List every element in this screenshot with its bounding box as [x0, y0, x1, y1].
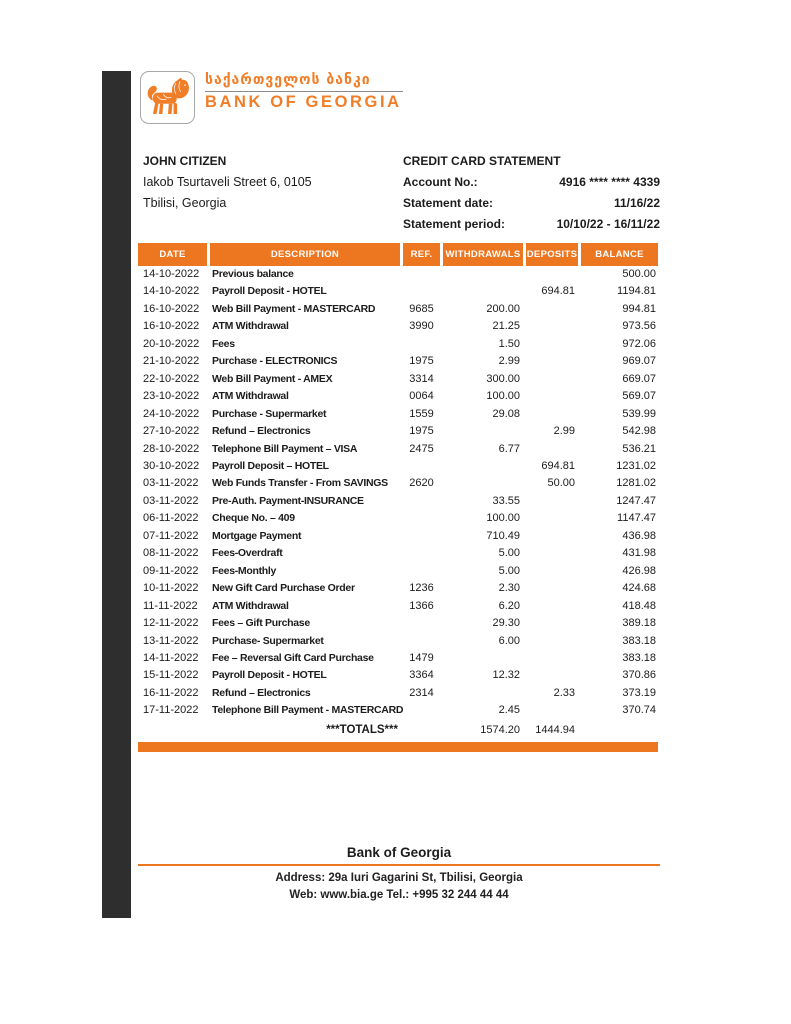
bank-logo: [140, 71, 195, 124]
cell-balance: 994.81: [622, 302, 656, 315]
transaction-row: [138, 475, 658, 492]
cell-date: 17-11-2022: [143, 704, 199, 717]
cell-description: Fees-Overdraft: [212, 547, 283, 560]
cell-description: Cheque No. – 409: [212, 512, 295, 525]
cell-ref: [403, 336, 440, 353]
transaction-row: [138, 493, 658, 510]
cell-date: 12-11-2022: [143, 617, 199, 630]
cell-date: 03-11-2022: [143, 494, 199, 507]
bank-name-georgian: საქართველოს ბანკი: [205, 72, 371, 88]
customer-info: [143, 151, 312, 214]
cell-ref: 1236: [409, 582, 434, 595]
cell-deposits: [526, 353, 578, 370]
cell-withdrawals: 29.08: [492, 407, 520, 420]
cell-balance: 972.06: [622, 337, 656, 350]
cell-withdrawals: [443, 266, 523, 283]
cell-date: 13-11-2022: [143, 634, 199, 647]
cell-deposits: [526, 266, 578, 283]
transaction-row: [138, 336, 658, 353]
cell-withdrawals: 2.45: [498, 704, 520, 717]
cell-description: New Gift Card Purchase Order: [212, 582, 355, 595]
transaction-row: [138, 458, 658, 475]
cell-withdrawals: [443, 458, 523, 475]
cell-withdrawals: 6.00: [498, 634, 520, 647]
transaction-row: [138, 283, 658, 300]
cell-ref: 0064: [409, 390, 434, 403]
cell-date: 24-10-2022: [143, 407, 200, 420]
cell-deposits: [526, 545, 578, 562]
brand-divider: [205, 91, 403, 92]
cell-description: Web Funds Transfer - From SAVINGS: [212, 477, 388, 490]
cell-balance: 383.18: [622, 651, 656, 664]
cell-date: 23-10-2022: [143, 390, 200, 403]
cell-deposits: [526, 318, 578, 335]
cell-ref: 1366: [409, 599, 434, 612]
statement-title: CREDIT CARD STATEMENT: [403, 154, 561, 168]
cell-date: 20-10-2022: [143, 337, 200, 350]
cell-balance: 1281.02: [616, 477, 656, 490]
cell-deposits: 694.81: [541, 459, 575, 472]
cell-withdrawals: 710.49: [486, 529, 520, 542]
transaction-row: [138, 667, 658, 684]
cell-deposits: [526, 510, 578, 527]
cell-deposits: 50.00: [547, 477, 575, 490]
cell-deposits: [526, 406, 578, 423]
lion-icon: [144, 72, 192, 123]
cell-ref: [403, 458, 440, 475]
cell-description: Purchase- Supermarket: [212, 634, 324, 647]
cell-ref: [403, 510, 440, 527]
customer-address-line1: Iakob Tsurtaveli Street 6, 0105: [143, 175, 312, 189]
cell-balance: 536.21: [622, 442, 656, 455]
cell-balance: 373.19: [622, 686, 656, 699]
customer-address-line2: Tbilisi, Georgia: [143, 196, 227, 210]
column-header-withdrawals: WITHDRAWALS: [443, 243, 523, 266]
cell-date: 06-11-2022: [143, 512, 199, 525]
cell-ref: [403, 563, 440, 580]
cell-description: Purchase - ELECTRONICS: [212, 355, 338, 368]
cell-balance: 500.00: [622, 268, 656, 280]
cell-description: Web Bill Payment - AMEX: [212, 372, 333, 385]
cell-balance: 370.74: [622, 704, 656, 717]
cell-balance: 389.18: [622, 617, 656, 630]
transaction-row: [138, 301, 658, 318]
transactions-table: [138, 243, 658, 752]
cell-balance: 1147.47: [617, 512, 656, 525]
footer-bank-name: Bank of Georgia: [346, 845, 452, 860]
cell-description: Refund – Electronics: [212, 686, 311, 699]
cell-deposits: [526, 633, 578, 650]
cell-description: Fee – Reversal Gift Card Purchase: [212, 651, 374, 664]
cell-date: 27-10-2022: [143, 425, 200, 438]
transaction-row: [138, 353, 658, 370]
cell-balance: 436.98: [622, 529, 656, 542]
footer-web-tel: Web: www.bia.ge Tel.: +995 32 244 44 44: [289, 889, 509, 901]
cell-balance: 1247.47: [616, 494, 656, 507]
transaction-row: [138, 650, 658, 667]
cell-date: 08-11-2022: [143, 547, 199, 560]
cell-description: Web Bill Payment - MASTERCARD: [212, 302, 376, 315]
statement-date-value: 11/16/22: [613, 196, 660, 210]
cell-ref: [403, 702, 440, 719]
cell-description: Refund – Electronics: [212, 425, 311, 438]
totals-deposits: 1444.94: [535, 723, 575, 736]
cell-description: Payroll Deposit - HOTEL: [212, 285, 327, 298]
footer-address: Address: 29a Iuri Gagarini St, Tbilisi, Georgia: [275, 872, 523, 884]
cell-date: 30-10-2022: [143, 459, 200, 472]
transaction-row: [138, 580, 658, 597]
cell-date: 28-10-2022: [143, 442, 200, 455]
transaction-row: [138, 441, 658, 458]
cell-deposits: 2.33: [553, 686, 575, 699]
cell-withdrawals: 6.20: [498, 599, 520, 612]
cell-withdrawals: [443, 283, 523, 300]
cell-description: Pre-Auth. Payment-INSURANCE: [212, 494, 364, 507]
cell-withdrawals: 6.77: [498, 442, 520, 455]
cell-ref: 2475: [409, 442, 434, 455]
column-header-description: DESCRIPTION: [210, 243, 400, 266]
cell-date: 14-10-2022: [143, 285, 200, 298]
cell-withdrawals: 300.00: [486, 372, 520, 385]
cell-description: ATM Withdrawal: [212, 390, 289, 403]
cell-ref: 1975: [409, 425, 434, 438]
statement-field-date: [403, 193, 660, 214]
totals-label: ***TOTALS***: [326, 723, 398, 736]
cell-balance: 669.07: [622, 372, 656, 385]
transaction-row: [138, 598, 658, 615]
cell-description: Fees – Gift Purchase: [212, 617, 310, 630]
account-number-value: 4916 **** **** 4339: [559, 175, 660, 189]
cell-deposits: [526, 388, 578, 405]
transaction-row: [138, 388, 658, 405]
cell-description: Mortgage Payment: [212, 529, 302, 542]
bank-name-english: BANK OF GEORGIA: [205, 93, 402, 111]
footer-divider: [138, 864, 660, 866]
cell-description: ATM Withdrawal: [212, 320, 289, 333]
transaction-row: [138, 510, 658, 527]
cell-deposits: [526, 702, 578, 719]
cell-ref: 1479: [409, 651, 434, 664]
cell-ref: 2620: [409, 477, 434, 490]
cell-balance: 969.07: [622, 355, 656, 368]
cell-ref: [403, 633, 440, 650]
transaction-row: [138, 702, 658, 719]
cell-description: ATM Withdrawal: [212, 599, 289, 612]
cell-ref: [403, 266, 440, 283]
transaction-row: [138, 563, 658, 580]
customer-name: JOHN CITIZEN: [143, 154, 227, 168]
cell-deposits: [526, 667, 578, 684]
cell-date: 10-11-2022: [143, 582, 199, 595]
cell-balance: 1231.02: [616, 459, 656, 472]
cell-withdrawals: 33.55: [492, 494, 520, 507]
cell-date: 16-10-2022: [143, 320, 200, 333]
cell-balance: 426.98: [622, 564, 656, 577]
cell-date: 14-11-2022: [143, 651, 199, 664]
cell-deposits: [526, 336, 578, 353]
cell-withdrawals: 2.99: [498, 355, 520, 368]
cell-withdrawals: 1.50: [498, 337, 520, 350]
cell-description: Previous balance: [212, 268, 294, 280]
column-header-balance: BALANCE: [581, 243, 658, 266]
brand-text: [205, 72, 403, 112]
cell-date: 16-11-2022: [143, 686, 199, 699]
cell-deposits: [526, 598, 578, 615]
transaction-row: [138, 371, 658, 388]
cell-withdrawals: 2.30: [498, 582, 520, 595]
transaction-row: [138, 685, 658, 702]
statement-date-label: Statement date:: [403, 196, 494, 210]
cell-deposits: [526, 563, 578, 580]
statement-period-value: 10/10/22 - 16/11/22: [556, 217, 660, 231]
cell-withdrawals: 5.00: [498, 564, 520, 577]
cell-ref: [403, 545, 440, 562]
transaction-row: [138, 423, 658, 440]
footer: [138, 845, 660, 901]
cell-date: 11-11-2022: [143, 599, 198, 612]
cell-deposits: 2.99: [553, 425, 575, 438]
cell-withdrawals: 100.00: [486, 390, 520, 403]
column-header-deposits: DEPOSITS: [526, 243, 578, 266]
cell-withdrawals: 5.00: [498, 547, 520, 560]
cell-deposits: [526, 650, 578, 667]
cell-description: Fees-Monthly: [212, 564, 277, 577]
cell-withdrawals: 29.30: [492, 617, 520, 630]
cell-description: Payroll Deposit – HOTEL: [212, 459, 329, 472]
transaction-row: [138, 318, 658, 335]
table-header-row: [138, 243, 658, 266]
cell-balance: 370.86: [622, 669, 656, 682]
cell-ref: 1975: [409, 355, 434, 368]
cell-date: 21-10-2022: [143, 355, 200, 368]
cell-date: 15-11-2022: [143, 669, 199, 682]
cell-deposits: [526, 371, 578, 388]
cell-balance: 424.68: [622, 582, 656, 595]
transaction-row: [138, 615, 658, 632]
cell-balance: 383.18: [622, 634, 656, 647]
statement-info: [403, 151, 660, 235]
cell-ref: 1559: [409, 407, 434, 420]
cell-ref: [403, 615, 440, 632]
cell-ref: 3364: [409, 669, 434, 682]
cell-balance: 973.56: [622, 320, 656, 333]
cell-deposits: [526, 580, 578, 597]
cell-date: 07-11-2022: [143, 529, 199, 542]
totals-row: [138, 722, 658, 739]
cell-deposits: [526, 441, 578, 458]
cell-description: Fees: [212, 337, 235, 350]
cell-balance: 418.48: [622, 599, 656, 612]
cell-ref: 3314: [409, 372, 434, 385]
cell-withdrawals: [443, 650, 523, 667]
cell-date: 09-11-2022: [143, 564, 199, 577]
cell-description: Purchase - Supermarket: [212, 407, 327, 420]
cell-date: 14-10-2022: [143, 268, 200, 280]
cell-date: 03-11-2022: [143, 477, 199, 490]
cell-deposits: [526, 615, 578, 632]
cell-date: 22-10-2022: [143, 372, 200, 385]
column-header-date: DATE: [138, 243, 207, 266]
column-header-ref: REF.: [403, 243, 440, 266]
cell-balance: 539.99: [622, 407, 656, 420]
cell-withdrawals: 21.25: [492, 320, 520, 333]
cell-withdrawals: 100.00: [486, 512, 520, 525]
cell-ref: [403, 493, 440, 510]
cell-withdrawals: [443, 685, 523, 702]
cell-withdrawals: [443, 475, 523, 492]
cell-ref: [403, 283, 440, 300]
transaction-row: [138, 406, 658, 423]
transaction-row: [138, 633, 658, 650]
account-number-label: Account No.:: [403, 175, 478, 189]
statement-field-period: [403, 214, 660, 235]
cell-date: 16-10-2022: [143, 302, 200, 315]
cell-balance: 542.98: [622, 425, 656, 438]
cell-deposits: [526, 493, 578, 510]
cell-balance: 1194.81: [617, 285, 656, 298]
cell-description: Telephone Bill Payment – VISA: [212, 442, 358, 455]
cell-deposits: 694.81: [541, 285, 575, 298]
cell-ref: 9685: [409, 302, 434, 315]
cell-description: Telephone Bill Payment - MASTERCARD: [212, 704, 404, 717]
cell-withdrawals: 200.00: [486, 302, 520, 315]
cell-deposits: [526, 301, 578, 318]
transaction-row: [138, 545, 658, 562]
cell-withdrawals: 12.32: [492, 669, 520, 682]
cell-deposits: [526, 528, 578, 545]
cell-balance: 569.07: [622, 390, 656, 403]
cell-balance: 431.98: [622, 547, 656, 560]
totals-withdrawals: 1574.20: [480, 723, 520, 736]
cell-ref: 3990: [409, 320, 434, 333]
cell-ref: 2314: [409, 686, 434, 699]
cell-withdrawals: [443, 423, 523, 440]
statement-field-account: [403, 172, 660, 193]
table-bottom-bar: [138, 742, 658, 752]
transaction-row: [138, 266, 658, 283]
cell-ref: [403, 528, 440, 545]
statement-period-label: Statement period:: [403, 217, 506, 231]
transaction-row: [138, 528, 658, 545]
transactions-body: [138, 266, 658, 720]
cell-description: Payroll Deposit - HOTEL: [212, 669, 327, 682]
left-accent-bar: [102, 71, 131, 918]
